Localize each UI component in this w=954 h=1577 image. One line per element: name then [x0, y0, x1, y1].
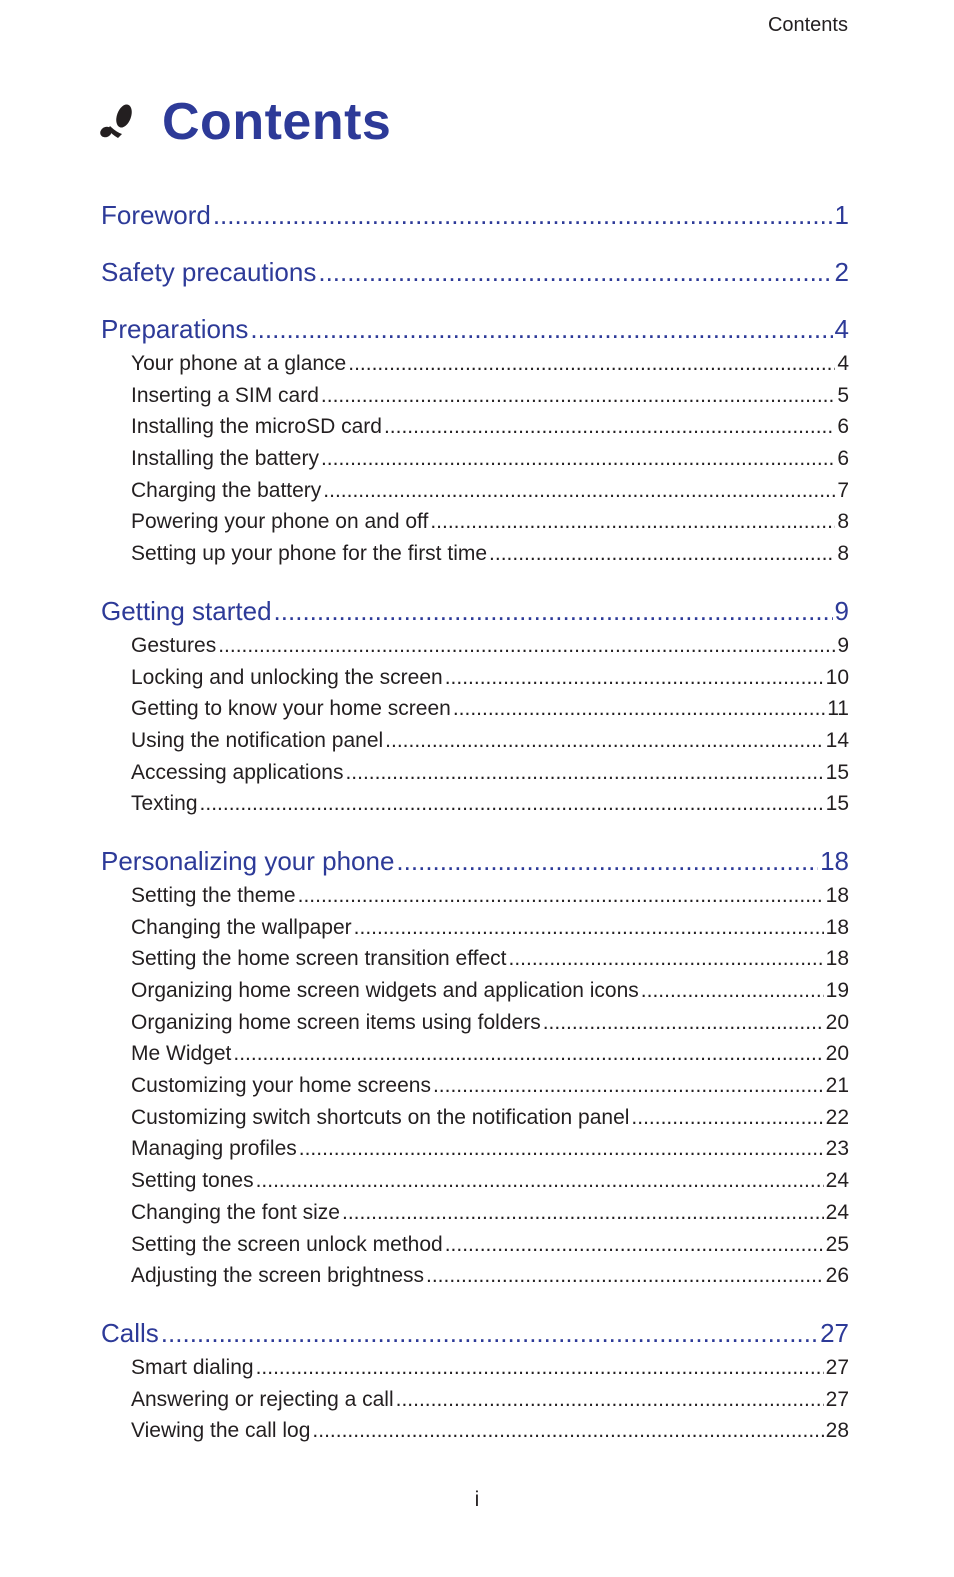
toc-section-page: 18 [825, 883, 849, 907]
toc-chapter-page: 18 [820, 845, 849, 876]
toc-section-link[interactable] [101, 411, 849, 443]
toc-section-link[interactable] [101, 662, 849, 694]
huawei-petal-icon [96, 102, 136, 142]
toc-section-link[interactable] [101, 693, 849, 725]
toc-section-title: Powering your phone on and off [131, 510, 429, 534]
toc-section-title: Gestures [131, 633, 217, 657]
toc-chapter-title: Preparations [101, 314, 249, 344]
toc-section-link[interactable] [101, 1197, 849, 1229]
toc-chapter-group [101, 196, 849, 251]
toc-chapter-title: Calls [101, 1317, 159, 1348]
dot-leader [310, 1415, 823, 1447]
toc-section-page: 18 [825, 947, 849, 971]
dot-leader [431, 1070, 824, 1102]
toc-section-title: Inserting a SIM card [131, 383, 319, 407]
dot-leader [296, 880, 824, 912]
dot-leader [231, 1038, 823, 1070]
dot-leader [541, 1007, 824, 1039]
dot-leader [443, 662, 824, 694]
toc-section-link[interactable] [101, 475, 849, 507]
toc-section-page: 24 [825, 1200, 849, 1224]
toc-section-link[interactable] [101, 1229, 849, 1261]
toc-section-title: Customizing your home screens [131, 1074, 431, 1098]
running-header: Contents [767, 14, 848, 36]
toc-section-page: 5 [837, 383, 849, 407]
toc-section-page: 9 [837, 633, 849, 657]
toc-chapter-link[interactable] [101, 310, 849, 348]
toc-section-title: Me Widget [131, 1042, 232, 1066]
toc-chapter-link[interactable] [101, 592, 849, 630]
toc-section-title: Setting the home screen transition effect [131, 947, 507, 971]
toc-section-page: 15 [825, 792, 849, 816]
dot-leader [639, 975, 824, 1007]
toc-section-title: Changing the wallpaper [131, 915, 352, 939]
toc-section-page: 19 [825, 979, 849, 1002]
toc-section-title: Getting to know your home screen [131, 697, 451, 721]
toc-section-link[interactable] [101, 788, 849, 820]
toc-section-page: 20 [825, 1042, 849, 1066]
toc-section-title: Changing the font size [131, 1200, 340, 1224]
toc-chapter-page: 2 [834, 257, 849, 287]
toc-chapter-title: Foreword [101, 200, 211, 230]
dot-leader [343, 757, 823, 789]
toc-chapter-group [101, 592, 849, 820]
toc-section-page: 8 [837, 542, 849, 566]
toc-section-title: Adjusting the screen brightness [131, 1264, 425, 1288]
toc-section-page: 22 [825, 1105, 849, 1129]
toc-section-page: 7 [837, 478, 849, 502]
toc-section-title: Organizing home screen widgets and application icons [131, 979, 639, 1002]
toc-section-title: Using the notification panel [131, 728, 384, 752]
toc-section-link[interactable] [101, 630, 849, 662]
toc-section-title: Locking and unlocking the screen [131, 665, 443, 689]
dot-leader [248, 310, 832, 348]
dot-leader [321, 475, 835, 507]
toc-section-page: 24 [825, 1169, 849, 1193]
table-of-contents [101, 196, 849, 1469]
toc-section-page: 18 [825, 915, 849, 939]
dot-leader [424, 1260, 824, 1292]
dot-leader [319, 443, 835, 475]
dot-leader [394, 842, 818, 880]
page-title-row [96, 92, 391, 152]
dot-leader [382, 411, 835, 443]
toc-section-title: Setting up your phone for the first time [131, 542, 488, 566]
toc-chapter-title: Personalizing your phone [101, 845, 395, 876]
toc-section-page: 8 [837, 510, 849, 534]
toc-section-link[interactable] [101, 943, 849, 975]
toc-section-link[interactable] [101, 912, 849, 944]
toc-section-title: Setting tones [131, 1169, 254, 1193]
toc-section-page: 28 [825, 1419, 849, 1443]
toc-section-link[interactable] [101, 1415, 849, 1447]
toc-section-title: Installing the microSD card [131, 415, 382, 439]
toc-section-page: 25 [825, 1232, 849, 1256]
toc-section-title: Smart dialing [131, 1355, 254, 1379]
toc-section-page: 27 [825, 1387, 849, 1411]
toc-section-page: 11 [827, 697, 849, 721]
toc-section-link[interactable] [101, 1352, 849, 1384]
toc-section-page: 20 [825, 1010, 849, 1034]
toc-section-link[interactable] [101, 380, 849, 412]
dot-leader [383, 725, 823, 757]
toc-section-link[interactable] [101, 880, 849, 912]
toc-section-title: Customizing switch shortcuts on the notification panel [131, 1105, 630, 1129]
toc-section-link[interactable] [101, 1260, 849, 1292]
toc-chapter-group [101, 842, 849, 1292]
toc-section-page: 26 [825, 1264, 849, 1288]
dot-leader [428, 506, 835, 538]
dot-leader [216, 630, 835, 662]
dot-leader [352, 912, 824, 944]
toc-section-page: 23 [825, 1137, 849, 1161]
dot-leader [272, 592, 833, 630]
toc-section-link[interactable] [101, 757, 849, 789]
toc-section-link[interactable] [101, 1384, 849, 1416]
toc-section-title: Accessing applications [131, 760, 344, 784]
dot-leader [211, 196, 833, 234]
toc-section-page: 21 [825, 1074, 849, 1098]
dot-leader [451, 693, 825, 725]
dot-leader [394, 1384, 824, 1416]
dot-leader [507, 943, 824, 975]
toc-chapter-group [101, 1314, 849, 1447]
toc-chapter-page: 1 [834, 200, 849, 230]
toc-section-link[interactable] [101, 1165, 849, 1197]
toc-section-title: Setting the theme [131, 883, 296, 907]
dot-leader [198, 788, 824, 820]
toc-section-link[interactable] [101, 725, 849, 757]
toc-chapter-group [101, 310, 849, 570]
page-number: i [474, 1488, 480, 1511]
dot-leader [346, 348, 835, 380]
toc-section-link[interactable] [101, 1133, 849, 1165]
dot-leader [487, 538, 835, 570]
toc-section-title: Managing profiles [131, 1137, 297, 1161]
dot-leader [629, 1102, 823, 1134]
toc-section-title: Organizing home screen items using folders [131, 1010, 541, 1034]
toc-chapter-link[interactable] [101, 1314, 849, 1352]
dot-leader [443, 1229, 824, 1261]
toc-section-page: 6 [837, 415, 849, 439]
toc-section-page: 14 [825, 728, 849, 752]
toc-section-page: 6 [837, 447, 849, 471]
toc-section-title: Viewing the call log [131, 1419, 311, 1443]
toc-section-link[interactable] [101, 1038, 849, 1070]
toc-section-title: Charging the battery [131, 478, 322, 502]
toc-section-link[interactable] [101, 1007, 849, 1039]
toc-section-link[interactable] [101, 1070, 849, 1102]
dot-leader [340, 1197, 824, 1229]
toc-chapter-page: 9 [834, 595, 849, 626]
dot-leader [319, 380, 835, 412]
toc-chapter-title: Getting started [101, 595, 272, 626]
toc-chapter-link[interactable] [101, 842, 849, 880]
toc-chapter-link[interactable] [101, 196, 849, 251]
toc-chapter-title: Safety precautions [101, 257, 317, 287]
toc-section-link[interactable] [101, 975, 849, 1007]
toc-section-page: 10 [825, 665, 849, 689]
toc-chapter-group [101, 253, 849, 308]
dot-leader [254, 1352, 824, 1384]
toc-section-title: Installing the battery [131, 447, 319, 471]
toc-chapter-link[interactable] [101, 253, 849, 308]
toc-section-page: 4 [837, 352, 849, 375]
dot-leader [316, 253, 832, 291]
toc-section-title: Setting the screen unlock method [131, 1232, 443, 1256]
page-title: Contents [162, 93, 392, 151]
toc-section-title: Answering or rejecting a call [131, 1387, 394, 1411]
dot-leader [254, 1165, 824, 1197]
toc-section-title: Your phone at a glance [131, 352, 347, 375]
dot-leader [159, 1314, 818, 1352]
toc-section-link[interactable] [101, 506, 849, 538]
dot-leader [297, 1133, 824, 1165]
toc-section-link[interactable] [101, 443, 849, 475]
toc-section-link[interactable] [101, 348, 849, 380]
toc-section-title: Texting [131, 792, 198, 816]
toc-chapter-page: 27 [820, 1317, 849, 1348]
toc-section-link[interactable] [101, 538, 849, 570]
toc-section-page: 15 [825, 760, 849, 784]
toc-section-page: 27 [825, 1355, 849, 1379]
toc-section-link[interactable] [101, 1102, 849, 1134]
toc-chapter-page: 4 [834, 314, 849, 344]
